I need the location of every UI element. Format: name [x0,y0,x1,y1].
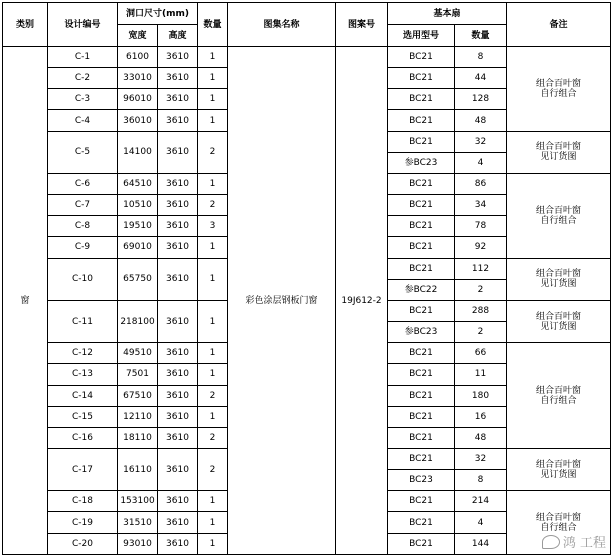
sash-qty: 8 [455,47,507,68]
qty-cell: 1 [198,491,228,512]
qty-cell: 1 [198,406,228,427]
sash-model: BC21 [388,364,455,385]
sash-model: BC21 [388,110,455,131]
width-cell: 218100 [118,300,158,342]
qty-cell: 1 [198,512,228,533]
width-cell: 96010 [118,89,158,110]
sash-qty: 11 [455,364,507,385]
sash-model: BC21 [388,173,455,194]
height-cell: 3610 [158,406,198,427]
sash-model: BC21 [388,343,455,364]
sash-model: BC21 [388,300,455,321]
remark-cell: 组合百叶窗 见订货图 [507,448,611,490]
qty-cell: 1 [198,300,228,342]
sash-model: BC21 [388,258,455,279]
header-remark: 备注 [507,3,611,47]
remark-cell: 组合百叶窗 见订货图 [507,258,611,300]
qty-cell: 1 [198,258,228,300]
header-design-no: 设计编号 [48,3,118,47]
sash-qty: 4 [455,152,507,173]
header-opening-size: 洞口尺寸(mm) [118,3,198,25]
sash-qty: 32 [455,448,507,469]
watermark-text: 鸿 工程 [562,536,606,551]
header-width: 宽度 [118,25,158,47]
qty-cell: 1 [198,533,228,554]
remark-cell: 组合百叶窗 见订货图 [507,300,611,342]
height-cell: 3610 [158,491,198,512]
design-no: C-17 [48,448,118,490]
height-cell: 3610 [158,68,198,89]
sash-qty: 78 [455,216,507,237]
wechat-icon [542,535,560,549]
design-no: C-7 [48,195,118,216]
sash-qty: 92 [455,237,507,258]
design-no: C-9 [48,237,118,258]
sash-model: BC21 [388,427,455,448]
sash-model: 参BC23 [388,152,455,173]
design-no: C-1 [48,47,118,68]
sash-qty: 16 [455,406,507,427]
category-cell: 窗 [3,47,48,555]
qty-cell: 2 [198,448,228,490]
width-cell: 6100 [118,47,158,68]
design-no: C-2 [48,68,118,89]
header-height: 高度 [158,25,198,47]
header-page-no: 图案号 [336,3,388,47]
width-cell: 16110 [118,448,158,490]
sash-qty: 48 [455,427,507,448]
remark-cell: 组合百叶窗 自行组合 [507,343,611,449]
sash-model: BC21 [388,448,455,469]
header-qty: 数量 [198,3,228,47]
qty-cell: 2 [198,131,228,173]
sash-model: BC21 [388,195,455,216]
qty-cell: 1 [198,110,228,131]
qty-cell: 1 [198,173,228,194]
width-cell: 65750 [118,258,158,300]
width-cell: 33010 [118,68,158,89]
height-cell: 3610 [158,258,198,300]
design-no: C-5 [48,131,118,173]
height-cell: 3610 [158,343,198,364]
remark-cell: 组合百叶窗 自行组合 [507,173,611,258]
width-cell: 49510 [118,343,158,364]
design-no: C-16 [48,427,118,448]
sash-model: BC21 [388,533,455,554]
sash-model: BC21 [388,237,455,258]
header-category: 类别 [3,3,48,47]
height-cell: 3610 [158,131,198,173]
width-cell: 153100 [118,491,158,512]
height-cell: 3610 [158,427,198,448]
sash-model: BC21 [388,491,455,512]
height-cell: 3610 [158,533,198,554]
remark-cell: 组合百叶窗 自行组合 [507,47,611,132]
qty-cell: 1 [198,89,228,110]
height-cell: 3610 [158,195,198,216]
design-no: C-8 [48,216,118,237]
width-cell: 10510 [118,195,158,216]
sash-qty: 2 [455,322,507,343]
width-cell: 14100 [118,131,158,173]
design-no: C-4 [48,110,118,131]
width-cell: 69010 [118,237,158,258]
header-basic-sash: 基本扇 [388,3,507,25]
sash-qty: 86 [455,173,507,194]
design-no: C-15 [48,406,118,427]
height-cell: 3610 [158,364,198,385]
height-cell: 3610 [158,385,198,406]
sash-model: BC21 [388,47,455,68]
sash-qty: 180 [455,385,507,406]
height-cell: 3610 [158,216,198,237]
width-cell: 67510 [118,385,158,406]
width-cell: 31510 [118,512,158,533]
sash-qty: 48 [455,110,507,131]
width-cell: 7501 [118,364,158,385]
atlas-name-cell: 彩色涂层钢板门窗 [228,47,336,555]
sash-qty: 2 [455,279,507,300]
sash-qty: 8 [455,470,507,491]
window-schedule-table [2,2,611,555]
sash-qty: 34 [455,195,507,216]
design-no: C-19 [48,512,118,533]
sash-model: 参BC23 [388,322,455,343]
sash-model: BC21 [388,512,455,533]
width-cell: 18110 [118,427,158,448]
design-no: C-6 [48,173,118,194]
watermark [542,532,606,551]
qty-cell: 1 [198,237,228,258]
height-cell: 3610 [158,300,198,342]
qty-cell: 2 [198,427,228,448]
sash-model: BC21 [388,89,455,110]
sash-qty: 128 [455,89,507,110]
sash-qty: 288 [455,300,507,321]
header-model: 选用型号 [388,25,455,47]
height-cell: 3610 [158,110,198,131]
height-cell: 3610 [158,47,198,68]
height-cell: 3610 [158,173,198,194]
header-atlas-name: 图集名称 [228,3,336,47]
width-cell: 12110 [118,406,158,427]
sash-model: BC21 [388,216,455,237]
sash-model: 参BC22 [388,279,455,300]
header-sash-qty: 数量 [455,25,507,47]
sash-model: BC21 [388,131,455,152]
design-no: C-13 [48,364,118,385]
sash-qty: 66 [455,343,507,364]
sash-qty: 112 [455,258,507,279]
design-no: C-18 [48,491,118,512]
height-cell: 3610 [158,448,198,490]
sash-qty: 214 [455,491,507,512]
page-no-cell: 19J612-2 [336,47,388,555]
qty-cell: 2 [198,195,228,216]
sash-model: BC21 [388,406,455,427]
width-cell: 19510 [118,216,158,237]
qty-cell: 1 [198,364,228,385]
sash-qty: 44 [455,68,507,89]
design-no: C-20 [48,533,118,554]
remark-cell: 组合百叶窗 自行组合 [507,491,611,555]
width-cell: 93010 [118,533,158,554]
qty-cell: 3 [198,216,228,237]
qty-cell: 1 [198,343,228,364]
sash-qty: 144 [455,533,507,554]
sash-model: BC23 [388,470,455,491]
height-cell: 3610 [158,512,198,533]
height-cell: 3610 [158,237,198,258]
sash-qty: 32 [455,131,507,152]
sash-qty: 4 [455,512,507,533]
design-no: C-10 [48,258,118,300]
design-no: C-3 [48,89,118,110]
width-cell: 64510 [118,173,158,194]
sash-model: BC21 [388,68,455,89]
qty-cell: 1 [198,47,228,68]
design-no: C-11 [48,300,118,342]
design-no: C-14 [48,385,118,406]
design-no: C-12 [48,343,118,364]
remark-cell: 组合百叶窗 见订货图 [507,131,611,173]
qty-cell: 1 [198,68,228,89]
qty-cell: 2 [198,385,228,406]
height-cell: 3610 [158,89,198,110]
width-cell: 36010 [118,110,158,131]
sash-model: BC21 [388,385,455,406]
